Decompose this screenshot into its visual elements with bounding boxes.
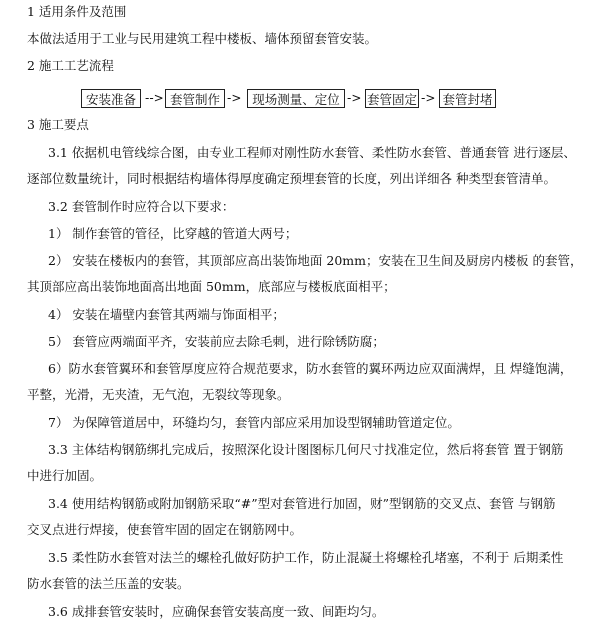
section-2-heading: 2 施工工艺流程 (27, 58, 114, 73)
text-line: 3.5 柔性防水套管对法兰的螺栓孔做好防护工作，防止混凝土将螺栓孔堵塞，不利于 后期柔性 (48, 550, 564, 565)
flow-arrow-3: -> (347, 91, 362, 105)
text-line: 5） 套管应两端面平齐，安装前应去除毛刺，进行除锈防腐； (48, 334, 385, 349)
flow-step-fix: 套管固定 (365, 89, 419, 108)
section-3-heading: 3 施工要点 (27, 117, 89, 132)
text-line: 其顶部应高出装饰地面高出地面 50mm，底部应与楼板底面相平； (27, 279, 396, 294)
text-line: 防水套管的法兰压盖的安装。 (27, 576, 190, 591)
flow-arrow-2: -> (227, 91, 242, 105)
text-line: 平整，光滑，无夹渣，无气泡，无裂纹等现象。 (27, 387, 290, 402)
flow-step-prepare: 安装准备 (81, 89, 141, 108)
text-line: 6）防水套管翼环和套管厚度应符合规范要求，防水套管的翼环两边应双面满焊，且 焊缝饱满， (48, 361, 573, 376)
section-1-body: 本做法适用于工业与民用建筑工程中楼板、墙体预留套管安装。 (27, 31, 378, 46)
flow-step-make: 套管制作 (165, 89, 225, 108)
text-line: 3.6 成排套管安装时，应确保套管安装高度一致、间距均匀。 (48, 604, 385, 619)
flow-step-measure: 现场测量、定位 (247, 89, 345, 108)
section-1-heading: 1 适用条件及范围 (27, 4, 127, 19)
text-line: 交叉点进行焊接，使套管牢固的固定在钢筋网中。 (27, 522, 303, 537)
flow-arrow-4: -> (421, 91, 436, 105)
text-line: 7） 为保障管道居中，环缝均匀，套管内部应采用加设型钢辅助管道定位。 (48, 415, 460, 430)
flow-arrow-1: --> (145, 91, 164, 105)
flow-step-seal: 套管封堵 (439, 89, 496, 108)
text-line: 3.4 使用结构钢筋或附加钢筋采取“#”型对套管进行加固，财”型钢筋的交叉点、套管 与钢筋 (48, 496, 556, 511)
text-line: 1） 制作套管的管径，比穿越的管道大两号； (48, 226, 298, 241)
text-line: 3.3 主体结构钢筋绑扎完成后，按照深化设计图图标几何尺寸找准定位，然后将套管 置于钢筋 (48, 442, 564, 457)
text-line: 3.2 套管制作时应符合以下要求： (48, 199, 235, 214)
text-line: 3.1 依据机电管线综合图，由专业工程师对刚性防水套管、柔性防水套管、普通套管 进行逐层、 (48, 145, 576, 160)
text-line: 4） 安装在墙壁内套管其两端与饰面相平； (48, 307, 285, 322)
text-line: 2） 安装在楼板内的套管，其顶部应高出装饰地面 20mm；安装在卫生间及厨房内楼板 的套管， (48, 253, 583, 268)
text-line: 中进行加固。 (27, 468, 103, 483)
text-line: 逐部位数量统计，同时根据结构墙体得厚度确定预埋套管的长度，列出详细各 种类型套管清单。 (27, 171, 556, 186)
